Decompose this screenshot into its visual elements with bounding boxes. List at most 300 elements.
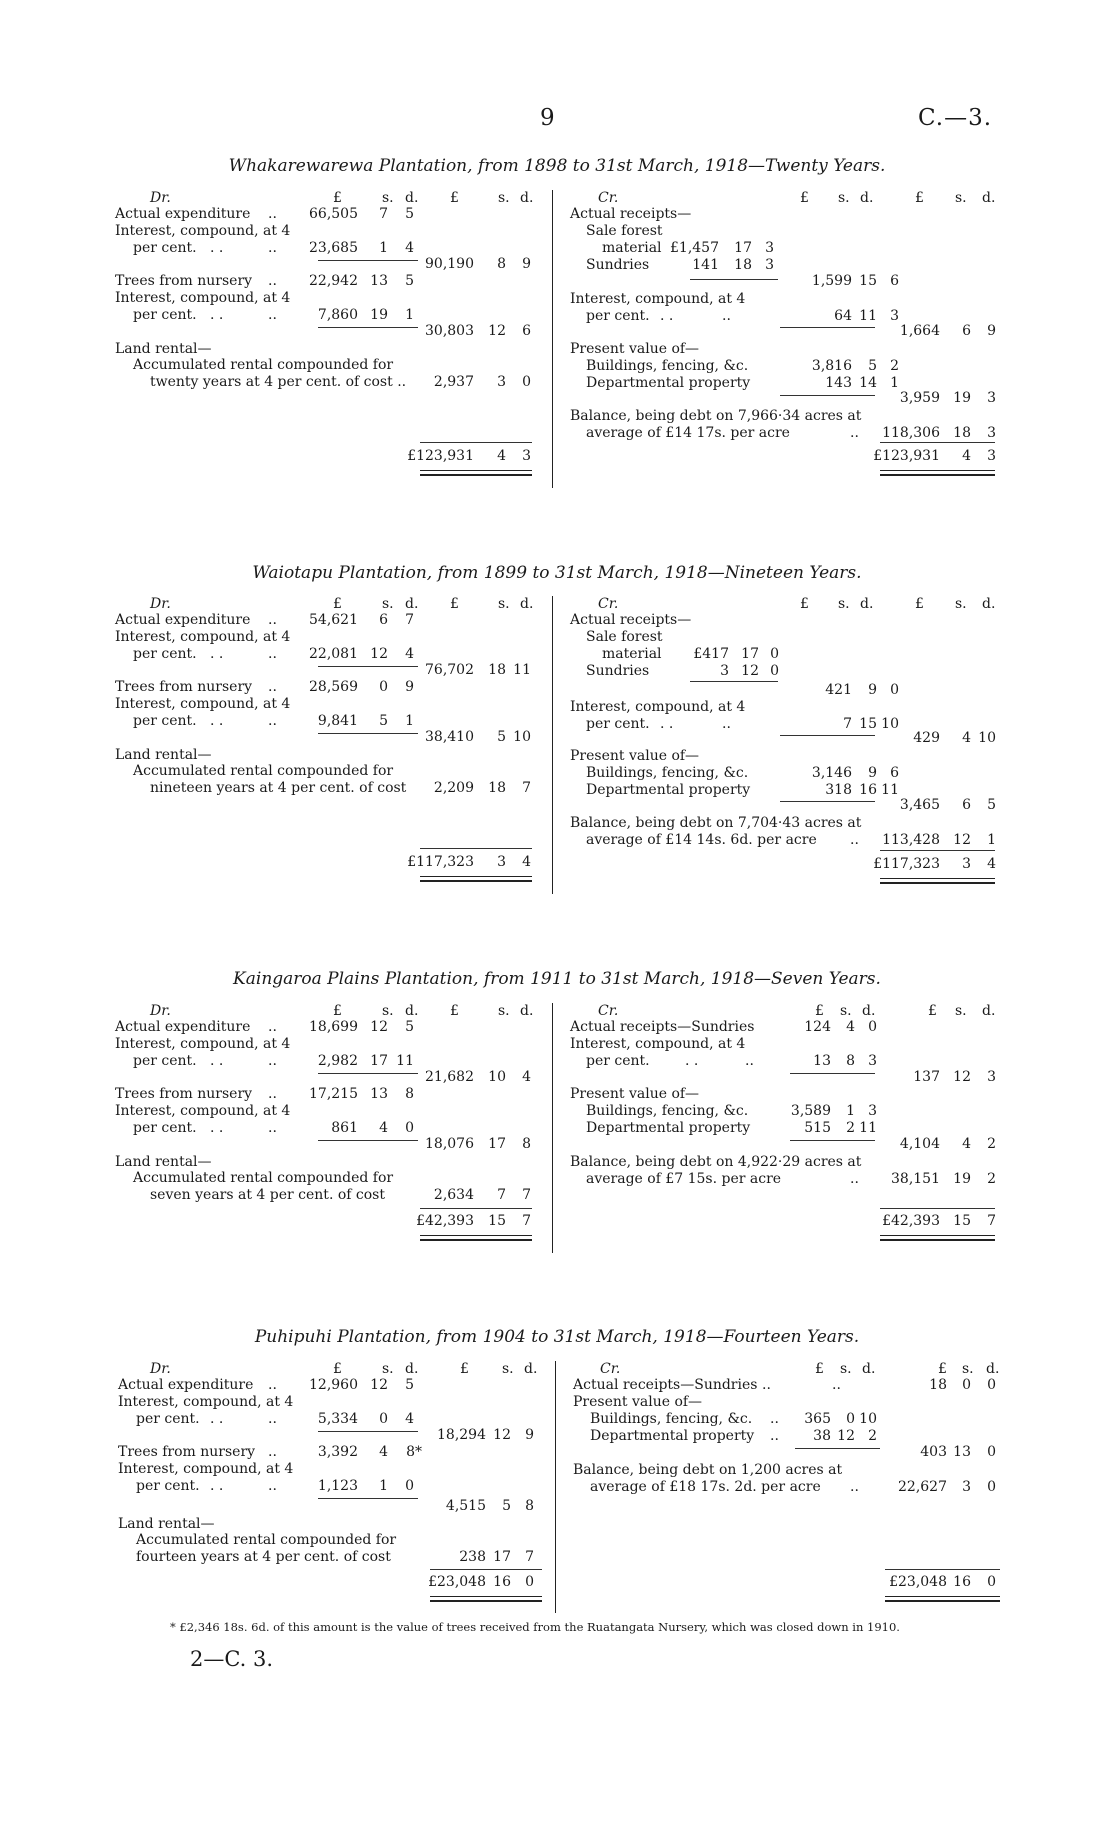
col-d: d. [520,190,534,206]
rule [795,1448,880,1449]
col-pound: £ [450,1003,459,1019]
amount-pounds: 421 [825,682,852,698]
amount-shillings: 12 [741,663,759,679]
amount-shillings: 0 [846,1411,855,1427]
col-pound: £ [333,1361,342,1377]
amount-shillings: 17 [734,240,752,256]
amount-shillings: 0 [962,1377,971,1393]
col-pound: £ [815,1361,824,1377]
amount-pence: 0 [868,1019,877,1035]
total-pounds: £23,048 [889,1574,947,1590]
col-pound: £ [450,596,459,612]
amount-pounds: 38,151 [891,1171,940,1187]
col-s: s. [382,596,394,612]
amount-pounds: 141 [692,257,719,273]
per-cent-label: per cent. [586,308,650,324]
total-shillings: 3 [962,856,971,872]
leader-dots: .. [770,1411,779,1427]
amount-shillings: 16 [859,782,877,798]
amount-pence: 7 [522,1187,531,1203]
amount-pence: 3 [765,240,774,256]
leader-dots: .. [268,1019,277,1035]
column-divider [552,190,553,488]
amount-shillings: 7 [379,206,388,222]
amount-shillings: 19 [953,390,971,406]
leader-dots: .. [268,1444,277,1460]
amount-pounds: 54,621 [309,612,358,628]
leader-dots: .. [722,308,731,324]
amount-pounds: 124 [804,1019,831,1035]
interest-label: Interest, compound, at 4 [115,629,291,645]
leader-dots: . . [210,646,224,662]
present-value-label: Present value of— [573,1394,703,1410]
leader-dots: .. [722,716,731,732]
total-pence: 7 [987,1213,996,1229]
amount-shillings: 6 [379,612,388,628]
leader-dots: . . [660,308,674,324]
balance-average-label: average of £7 15s. per acre [586,1171,782,1187]
amount-shillings: 8 [846,1053,855,1069]
amount-pounds: 113,428 [882,832,940,848]
col-pound: £ [815,1003,824,1019]
leader-dots: .. [268,1086,277,1102]
actual-expenditure-label: Actual expenditure [118,1377,254,1393]
accum-rental-label: Accumulated rental compounded for [133,763,394,779]
col-s: s. [502,1361,514,1377]
col-s: s. [955,1003,967,1019]
present-value-label: Present value of— [570,1086,700,1102]
section-title-waiotapu: Waiotapu Plantation, from 1899 to 31st March, 1918—Nineteen Years. [252,563,862,583]
amount-pounds: 18 [929,1377,947,1393]
amount-shillings: 0 [379,1411,388,1427]
col-pound: £ [928,1003,937,1019]
sundries-label: Sundries [586,257,650,273]
leader-dots: .. [268,713,277,729]
dr-label: Dr. [150,1361,171,1377]
rule [690,681,778,682]
amount-pence: 10 [513,729,531,745]
amount-pence: 8 [405,1086,414,1102]
amount-pounds: 76,702 [425,662,474,678]
column-divider [555,1361,556,1613]
per-cent-label: per cent. [133,646,197,662]
departmental-label: Departmental property [586,1120,751,1136]
col-pound: £ [800,596,809,612]
amount-pounds: 2,937 [433,374,474,390]
amount-pence: 4 [522,1069,531,1085]
amount-pence: 7 [522,780,531,796]
buildings-label: Buildings, fencing, &c. [586,1103,749,1119]
land-rental-label: Land rental— [115,1154,212,1170]
col-s: s. [498,596,510,612]
col-d: d. [982,596,996,612]
amount-shillings: 7 [497,1187,506,1203]
amount-pounds: 7,860 [317,307,358,323]
section-title-kaingaroa: Kaingaroa Plains Plantation, from 1911 to 31st March, 1918—Seven Years. [233,969,881,989]
col-d: d. [982,190,996,206]
amount-shillings: 6 [962,323,971,339]
rule [790,1140,875,1141]
amount-pounds: 3,392 [317,1444,358,1460]
rule [318,1431,418,1432]
amount-pounds: 3,816 [811,358,852,374]
column-divider [552,1003,553,1253]
col-d: d. [986,1361,1000,1377]
sale-forest-label: Sale forest [586,223,663,239]
amount-pence: 0 [890,682,899,698]
interest-label: Interest, compound, at 4 [115,1103,291,1119]
dr-label: Dr. [150,596,171,612]
total-pounds: £23,048 [428,1574,486,1590]
col-pound: £ [915,596,924,612]
total-pence: 3 [987,448,996,464]
receipts-sundries-label: Actual receipts—Sundries [570,1019,755,1035]
amount-pence: 0 [770,646,779,662]
balance-average-label: average of £18 17s. 2d. per acre [590,1479,821,1495]
amount-shillings: 4 [379,1120,388,1136]
double-rule [885,1596,1000,1602]
leader-dots: .. [268,679,277,695]
amount-pounds: £1,457 [670,240,719,256]
col-d: d. [520,1003,534,1019]
rule [880,850,995,851]
amount-pence: 4 [405,240,414,256]
amount-pounds: 28,569 [309,679,358,695]
rule [780,395,875,396]
amount-pounds: 18,699 [309,1019,358,1035]
rule [780,801,875,802]
leader-dots: . . [210,1120,224,1136]
amount-pence: 5 [405,273,414,289]
amount-shillings: 11 [859,308,877,324]
amount-shillings: 6 [962,797,971,813]
dr-label: Dr. [150,1003,171,1019]
leader-dots: .. [850,425,859,441]
amount-pence: 9 [525,1427,534,1443]
amount-shillings: 12 [493,1427,511,1443]
sale-forest-label: Sale forest [586,629,663,645]
col-s: s. [498,1003,510,1019]
material-label: material [602,646,662,662]
amount-pence: 9 [405,679,414,695]
amount-pounds: 1,599 [811,273,852,289]
amount-pence: 4 [405,646,414,662]
amount-pence: 0 [987,1444,996,1460]
leader-dots: .. [850,832,859,848]
leader-dots: .. [268,1377,277,1393]
amount-shillings: 13 [370,1086,388,1102]
col-s: s. [382,1003,394,1019]
section-title-puhipuhi: Puhipuhi Plantation, from 1904 to 31st March, 1918—Fourteen Years. [254,1327,860,1347]
col-s: s. [838,596,850,612]
rental-years-label: fourteen years at 4 per cent. of cost [136,1549,391,1565]
total-pounds: £42,393 [882,1213,940,1229]
amount-pence: 3 [987,390,996,406]
amount-shillings: 17 [493,1549,511,1565]
amount-pence: 1 [405,307,414,323]
rule [318,1140,418,1141]
amount-pence: 1 [405,713,414,729]
amount-pence: 7 [405,612,414,628]
leader-dots: .. [850,1479,859,1495]
leader-dots: .. [745,1053,754,1069]
amount-pounds: 3 [720,663,729,679]
amount-pence: 1 [890,375,899,391]
amount-pounds: 4,515 [445,1498,486,1514]
rule [430,1569,542,1570]
double-rule [420,876,532,882]
amount-shillings: 17 [488,1136,506,1152]
amount-pounds: 1,123 [317,1478,358,1494]
amount-pounds: 90,190 [425,256,474,272]
cr-label: Cr. [598,596,619,612]
col-pound: £ [333,596,342,612]
leader-dots: . . [210,1053,224,1069]
rule [318,733,418,734]
amount-shillings: 12 [488,323,506,339]
col-s: s. [840,1361,852,1377]
col-d: d. [860,596,874,612]
per-cent-label: per cent. [133,1120,197,1136]
amount-pence: 2 [868,1428,877,1444]
leader-dots: .. [832,1377,841,1393]
col-d: d. [862,1003,876,1019]
amount-pence: 10 [859,1411,877,1427]
interest-label: Interest, compound, at 4 [570,699,746,715]
amount-pence: 3 [868,1053,877,1069]
amount-shillings: 12 [370,1377,388,1393]
receipts-sundries-label: Actual receipts—Sundries [573,1377,758,1393]
accum-rental-label: Accumulated rental compounded for [136,1532,397,1548]
amount-pounds: 7 [843,716,852,732]
leader-dots: .. [268,1053,277,1069]
amount-pence: 8* [406,1444,422,1460]
amount-pounds: 4,104 [899,1136,940,1152]
amount-pence: 0 [987,1479,996,1495]
accum-rental-label: Accumulated rental compounded for [133,357,394,373]
dr-label: Dr. [150,190,171,206]
amount-pounds: 22,081 [309,646,358,662]
leader-dots: .. [268,1120,277,1136]
total-pounds: £123,931 [407,448,474,464]
amount-pounds: 9,841 [317,713,358,729]
page-signature: 2—C. 3. [190,1647,274,1671]
per-cent-label: per cent. [133,240,197,256]
interest-label: Interest, compound, at 4 [115,223,291,239]
col-d: d. [860,190,874,206]
amount-shillings: 1 [846,1103,855,1119]
amount-pounds: 2,209 [433,780,474,796]
amount-shillings: 12 [837,1428,855,1444]
amount-pence: 5 [405,1377,414,1393]
rule [880,442,995,443]
total-shillings: 15 [488,1213,506,1229]
amount-pence: 6 [522,323,531,339]
amount-shillings: 1 [379,240,388,256]
col-pound: £ [333,190,342,206]
amount-shillings: 12 [953,1069,971,1085]
leader-dots: .. [268,273,277,289]
total-shillings: 16 [953,1574,971,1590]
sundries-label: Sundries [586,663,650,679]
trees-label: Trees from nursery [115,679,253,695]
amount-pounds: 22,942 [309,273,358,289]
amount-pounds: 1,664 [899,323,940,339]
amount-pence: 0 [770,663,779,679]
col-d: d. [405,1361,419,1377]
leader-dots: . . [210,1478,224,1494]
amount-shillings: 18 [488,662,506,678]
amount-pence: 0 [522,374,531,390]
col-s: s. [382,1361,394,1377]
leader-dots: .. [268,1411,277,1427]
total-pounds: £123,931 [873,448,940,464]
amount-pence: 10 [978,730,996,746]
actual-receipts-label: Actual receipts— [570,612,692,628]
amount-pounds: 2,982 [317,1053,358,1069]
amount-pence: 2 [987,1136,996,1152]
land-rental-label: Land rental— [118,1516,215,1532]
total-pence: 0 [987,1574,996,1590]
departmental-label: Departmental property [586,375,751,391]
leader-dots: .. [268,646,277,662]
amount-shillings: 4 [962,1136,971,1152]
total-pence: 4 [522,854,531,870]
amount-pence: 8 [522,1136,531,1152]
amount-pounds: 2,634 [433,1187,474,1203]
total-pence: 3 [522,448,531,464]
amount-pounds: 21,682 [425,1069,474,1085]
total-shillings: 3 [497,854,506,870]
rule [420,442,532,443]
amount-pence: 11 [396,1053,414,1069]
amount-pounds: 23,685 [309,240,358,256]
leader-dots: .. [850,1171,859,1187]
amount-pence: 3 [868,1103,877,1119]
total-shillings: 15 [953,1213,971,1229]
amount-shillings: 1 [379,1478,388,1494]
amount-shillings: 9 [868,765,877,781]
amount-shillings: 19 [953,1171,971,1187]
balance-label: Balance, being debt on 4,922·29 acres at [570,1154,862,1170]
amount-pounds: 22,627 [898,1479,947,1495]
amount-pence: 9 [987,323,996,339]
rental-years-label: twenty years at 4 per cent. of cost .. [150,374,407,390]
amount-pence: 6 [890,765,899,781]
per-cent-label: per cent. [136,1478,200,1494]
actual-expenditure-label: Actual expenditure [115,612,251,628]
amount-shillings: 12 [370,646,388,662]
amount-shillings: 3 [497,374,506,390]
amount-pounds: 143 [825,375,852,391]
double-rule [420,470,532,476]
rule [318,1498,418,1499]
amount-shillings: 18 [953,425,971,441]
amount-pence: 7 [525,1549,534,1565]
amount-pounds: 18,076 [425,1136,474,1152]
rule [780,327,875,328]
per-cent-label: per cent. [586,1053,650,1069]
document-reference: C.—3. [918,105,993,131]
total-pence: 4 [987,856,996,872]
amount-pence: 8 [525,1498,534,1514]
amount-pounds: 5,334 [317,1411,358,1427]
amount-shillings: 2 [846,1120,855,1136]
double-rule [880,878,995,884]
amount-pence: 3 [765,257,774,273]
leader-dots: .. [268,206,277,222]
departmental-label: Departmental property [586,782,751,798]
amount-pence: 3 [890,308,899,324]
amount-pence: 0 [405,1120,414,1136]
leader-dots: . . [685,1053,699,1069]
col-d: d. [524,1361,538,1377]
amount-pounds: 12,960 [309,1377,358,1393]
leader-dots: . . [660,716,674,732]
leader-dots: .. [268,612,277,628]
amount-shillings: 17 [370,1053,388,1069]
amount-pence: 0 [405,1478,414,1494]
material-label: material [602,240,662,256]
amount-pounds: 318 [825,782,852,798]
amount-pounds: £417 [693,646,729,662]
rule [318,1073,418,1074]
double-rule [420,1235,532,1241]
amount-pounds: 30,803 [425,323,474,339]
amount-pounds: 429 [913,730,940,746]
balance-average-label: average of £14 14s. 6d. per acre [586,832,817,848]
interest-label: Interest, compound, at 4 [570,1036,746,1052]
col-s: s. [955,596,967,612]
rule [318,327,418,328]
double-rule [880,1235,995,1241]
col-d: d. [520,596,534,612]
col-s: s. [955,190,967,206]
amount-pounds: 137 [913,1069,940,1085]
amount-pence: 2 [890,358,899,374]
per-cent-label: per cent. [133,1053,197,1069]
amount-pence: 1 [987,832,996,848]
leader-dots: . . [210,1411,224,1427]
rule [318,260,418,261]
amount-pounds: 118,306 [882,425,940,441]
actual-expenditure-label: Actual expenditure [115,206,251,222]
rule [420,1208,532,1209]
actual-expenditure-label: Actual expenditure [115,1019,251,1035]
amount-pounds: 365 [804,1411,831,1427]
amount-pence: 5 [987,797,996,813]
amount-pence: 11 [881,782,899,798]
interest-label: Interest, compound, at 4 [570,291,746,307]
amount-pounds: 515 [804,1120,831,1136]
amount-pence: 0 [987,1377,996,1393]
amount-shillings: 18 [488,780,506,796]
col-d: d. [862,1361,876,1377]
col-s: s. [962,1361,974,1377]
present-value-label: Present value of— [570,341,700,357]
buildings-label: Buildings, fencing, &c. [586,358,749,374]
amount-pounds: 17,215 [309,1086,358,1102]
amount-pence: 3 [987,425,996,441]
total-pounds: £117,323 [873,856,940,872]
amount-shillings: 4 [846,1019,855,1035]
buildings-label: Buildings, fencing, &c. [590,1411,753,1427]
amount-pence: 9 [522,256,531,272]
balance-label: Balance, being debt on 7,704·43 acres at [570,815,862,831]
amount-shillings: 15 [859,273,877,289]
amount-pence: 11 [513,662,531,678]
leader-dots: .. [762,1377,771,1393]
